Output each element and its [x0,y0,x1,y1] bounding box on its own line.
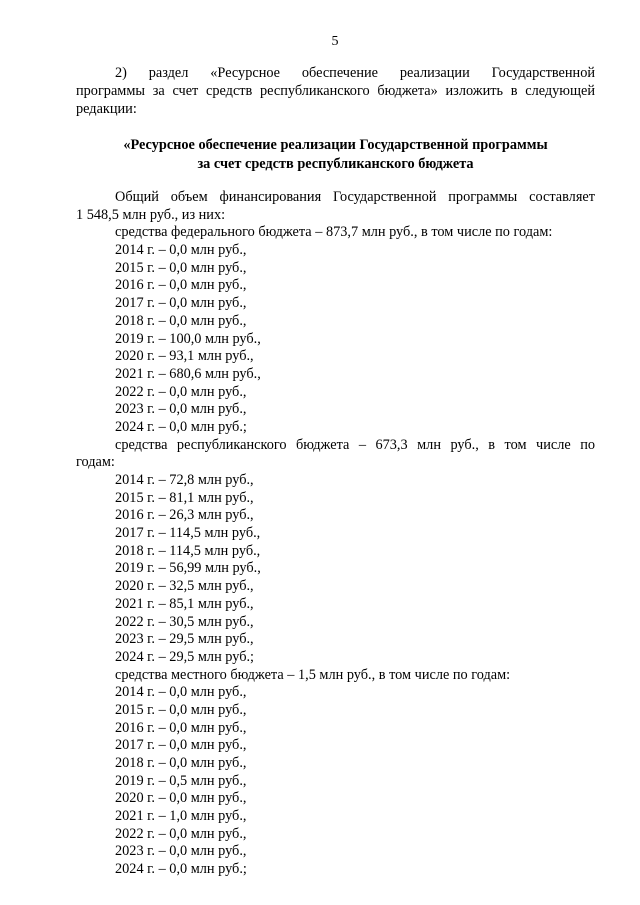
local-year-item: 2022 г. – 0,0 млн руб., [115,825,247,842]
federal-year-item: 2017 г. – 0,0 млн руб., [115,295,247,312]
intro-paragraph [76,64,595,118]
local-year-list [76,684,595,879]
federal-year-list [76,242,595,437]
local-year-item: 2021 г. – 1,0 млн руб., [115,808,247,825]
republican-year-item: 2015 г. – 81,1 млн руб., [115,489,254,506]
republican-year-item: 2021 г. – 85,1 млн руб., [115,595,254,612]
republican-year-item: 2016 г. – 26,3 млн руб., [115,507,254,524]
federal-year-item: 2015 г. – 0,0 млн руб., [115,259,247,276]
heading-line-2: за счет средств республиканского бюджета [197,156,474,172]
republican-year-item: 2022 г. – 30,5 млн руб., [115,613,254,630]
local-year-item: 2018 г. – 0,0 млн руб., [115,755,247,771]
local-year-item: 2017 г. – 0,0 млн руб., [115,737,247,754]
local-year-item: 2020 г. – 0,0 млн руб., [115,790,247,807]
republican-year-item: 2024 г. – 29,5 млн руб.; [115,648,255,665]
republican-year-list [76,472,595,667]
local-year-item: 2015 г. – 0,0 млн руб., [115,701,247,718]
local-year-item: 2016 г. – 0,0 млн руб., [115,719,247,736]
federal-year-item: 2023 г. – 0,0 млн руб., [115,401,247,418]
federal-year-item: 2020 г. – 93,1 млн руб., [115,348,254,365]
intro-line-1: 2) раздел «Ресурсное обеспечение реализации Государственной [115,65,595,81]
local-intro: средства местного бюджета – 1,5 млн руб., в том числе по годам: [115,666,511,683]
local-year-item: 2019 г. – 0,5 млн руб., [115,772,247,789]
republican-intro-line-1: средства республиканского бюджета – 673,3 млн руб., в том числе по [115,436,595,453]
local-year-item: 2023 г. – 0,0 млн руб., [115,843,247,860]
section-heading [76,136,595,174]
federal-year-item: 2024 г. – 0,0 млн руб.; [115,418,247,435]
republican-year-item: 2023 г. – 29,5 млн руб., [115,631,254,648]
republican-intro-line-2: годам: [76,454,115,471]
intro-line-3: редакции: [76,101,137,117]
local-year-item: 2014 г. – 0,0 млн руб., [115,684,247,701]
federal-year-item: 2021 г. – 680,6 млн руб., [115,365,261,382]
funding-body [76,189,595,879]
republican-year-item: 2020 г. – 32,5 млн руб., [115,578,254,595]
heading-line-1: «Ресурсное обеспечение реализации Государственной программы [123,137,548,153]
page-number: 5 [331,34,339,49]
total-line-2: 1 548,5 млн руб., из них: [76,206,226,223]
federal-year-item: 2018 г. – 0,0 млн руб., [115,312,247,329]
federal-intro: средства федерального бюджета – 873,7 млн руб., в том числе по годам: [115,224,553,241]
republican-year-item: 2019 г. – 56,99 млн руб., [115,560,261,577]
republican-year-item: 2017 г. – 114,5 млн руб., [115,525,261,542]
total-line-1: Общий объем финансирования Государственной программы составляет [115,189,595,205]
intro-line-2: программы за счет средств республиканского бюджета» изложить в следующей [76,83,595,99]
federal-year-item: 2016 г. – 0,0 млн руб., [115,277,247,294]
republican-year-item: 2018 г. – 114,5 млн руб., [115,542,261,559]
federal-year-item: 2022 г. – 0,0 млн руб., [115,383,247,400]
federal-year-item: 2019 г. – 100,0 млн руб., [115,330,261,347]
republican-year-item: 2014 г. – 72,8 млн руб., [115,472,254,488]
local-year-item: 2024 г. – 0,0 млн руб.; [115,861,247,878]
federal-year-item: 2014 г. – 0,0 млн руб., [115,242,247,259]
